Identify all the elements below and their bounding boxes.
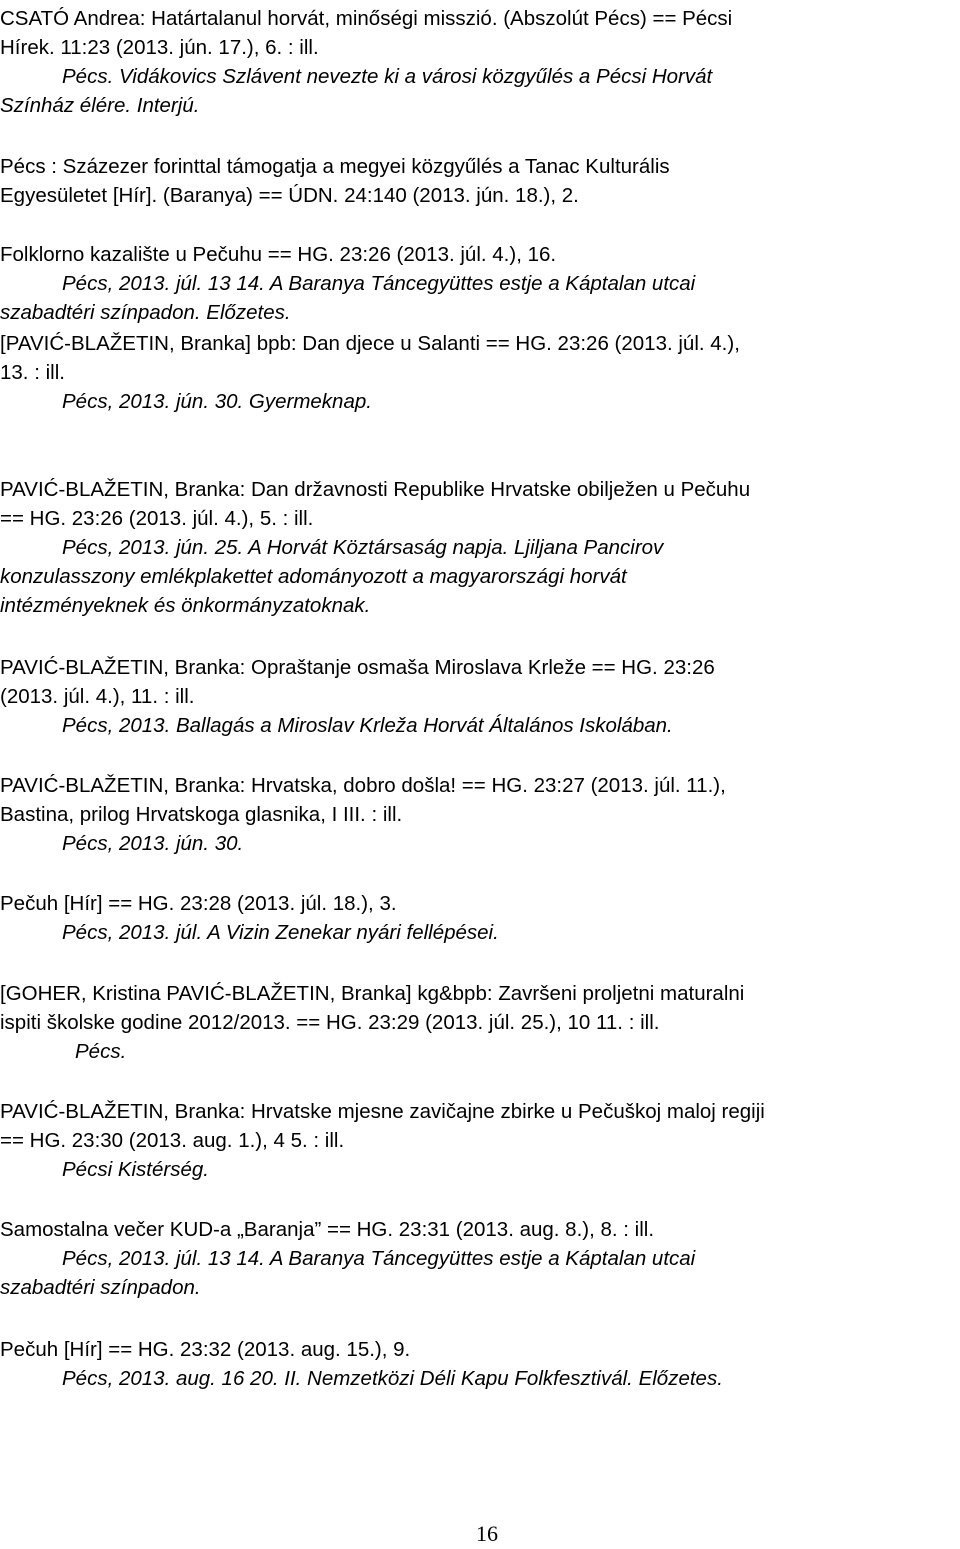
entry-annotation-lead: Pécs. [75,1040,127,1063]
entry-annotation-lead: Pécs, 2013. júl. 13 14. A Baranya Táncegyüttes estje a Káptalan utcai [62,1247,696,1270]
entry-citation-line: Bastina, prilog Hrvatskoga glasnika, I III. : ill. [0,803,403,826]
bibliography-entry [0,771,960,858]
bibliography-entry [0,240,960,327]
entry-citation-line: Pečuh [Hír] == HG. 23:28 (2013. júl. 18.), 3. [0,892,397,915]
bibliography-entry [0,329,960,416]
bibliography-entry [0,1215,960,1302]
entry-citation-line: == HG. 23:26 (2013. júl. 4.), 5. : ill. [0,507,314,530]
page-number: 16 [476,1521,498,1546]
entry-citation-line: [GOHER, Kristina PAVIĆ-BLAŽETIN, Branka] kg&bpb: Završeni proljetni maturalni [0,982,745,1005]
entry-annotation-line: konzulasszony emlékplakettet adományozott a magyarországi horvát [0,565,627,588]
entry-annotation-lead: Pécs, 2013. jún. 30. [62,832,244,855]
entry-citation-line: Hírek. 11:23 (2013. jún. 17.), 6. : ill. [0,36,319,59]
bibliography-entry [0,979,960,1066]
entry-citation-line: Egyesületet [Hír]. (Baranya) == ÚDN. 24:140 (2013. jún. 18.), 2. [0,184,579,207]
entry-annotation-lead: Pécs, 2013. Ballagás a Miroslav Krleža Horvát Általános Iskolában. [62,714,673,737]
entry-annotation-line: szabadtéri színpadon. Előzetes. [0,301,291,324]
bibliography-entry [0,889,960,947]
entry-annotation-line: szabadtéri színpadon. [0,1276,201,1299]
entry-citation-line: PAVIĆ-BLAŽETIN, Branka: Opraštanje osmaša Miroslava Krleže == HG. 23:26 [0,656,715,679]
entry-annotation-lead: Pécsi Kistérség. [62,1158,209,1181]
entry-citation-line: Pécs : Százezer forinttal támogatja a megyei közgyűlés a Tanac Kulturális [0,155,670,178]
entry-citation-line: ispiti školske godine 2012/2013. == HG. 23:29 (2013. júl. 25.), 10 11. : ill. [0,1011,660,1034]
entry-citation-line: 13. : ill. [0,361,65,384]
bibliography-entry [0,653,960,740]
entry-annotation-lead: Pécs, 2013. júl. A Vizin Zenekar nyári fellépései. [62,921,499,944]
bibliography-entry [0,475,960,620]
entry-citation-line: PAVIĆ-BLAŽETIN, Branka: Hrvatske mjesne zavičajne zbirke u Pečuškoj maloj regiji [0,1100,765,1123]
entry-annotation-lead: Pécs, 2013. júl. 13 14. A Baranya Táncegyüttes estje a Káptalan utcai [62,272,696,295]
bibliography-entry [0,1335,960,1393]
entry-citation-line: PAVIĆ-BLAŽETIN, Branka: Hrvatska, dobro došla! == HG. 23:27 (2013. júl. 11.), [0,774,726,797]
entry-annotation-lead: Pécs, 2013. aug. 16 20. II. Nemzetközi Déli Kapu Folkfesztivál. Előzetes. [62,1367,723,1390]
entry-annotation-lead: Pécs, 2013. jún. 30. Gyermeknap. [62,390,372,413]
bibliography-entry [0,1097,960,1184]
bibliography-entry [0,152,960,210]
entry-annotation-line: Pécs. Vidákovics Szlávent nevezte ki a városi közgyűlés a Pécsi Horvát [62,65,713,88]
entry-citation-line: Samostalna večer KUD-a „Baranja” == HG. 23:31 (2013. aug. 8.), 8. : ill. [0,1218,655,1241]
entry-citation-line: CSATÓ Andrea: Határtalanul horvát, minőségi misszió. (Abszolút Pécs) == Pécsi [0,7,733,30]
entry-citation-line: Pečuh [Hír] == HG. 23:32 (2013. aug. 15.), 9. [0,1338,411,1361]
bibliography-entry [0,4,960,120]
entry-citation-line: == HG. 23:30 (2013. aug. 1.), 4 5. : ill. [0,1129,345,1152]
entry-citation-line: (2013. júl. 4.), 11. : ill. [0,685,195,708]
entry-citation-line: Folklorno kazalište u Pečuhu == HG. 23:26 (2013. júl. 4.), 16. [0,243,557,266]
entry-citation-line: PAVIĆ-BLAŽETIN, Branka: Dan državnosti Republike Hrvatske obilježen u Pečuhu [0,478,751,501]
entry-annotation-line: Színház élére. Interjú. [0,94,200,117]
entry-annotation-lead: Pécs, 2013. jún. 25. A Horvát Köztársaság napja. Ljiljana Pancirov [62,536,664,559]
entry-citation-line: [PAVIĆ-BLAŽETIN, Branka] bpb: Dan djece u Salanti == HG. 23:26 (2013. júl. 4.), [0,332,740,355]
entry-annotation-line: intézményeknek és önkormányzatoknak. [0,594,371,617]
